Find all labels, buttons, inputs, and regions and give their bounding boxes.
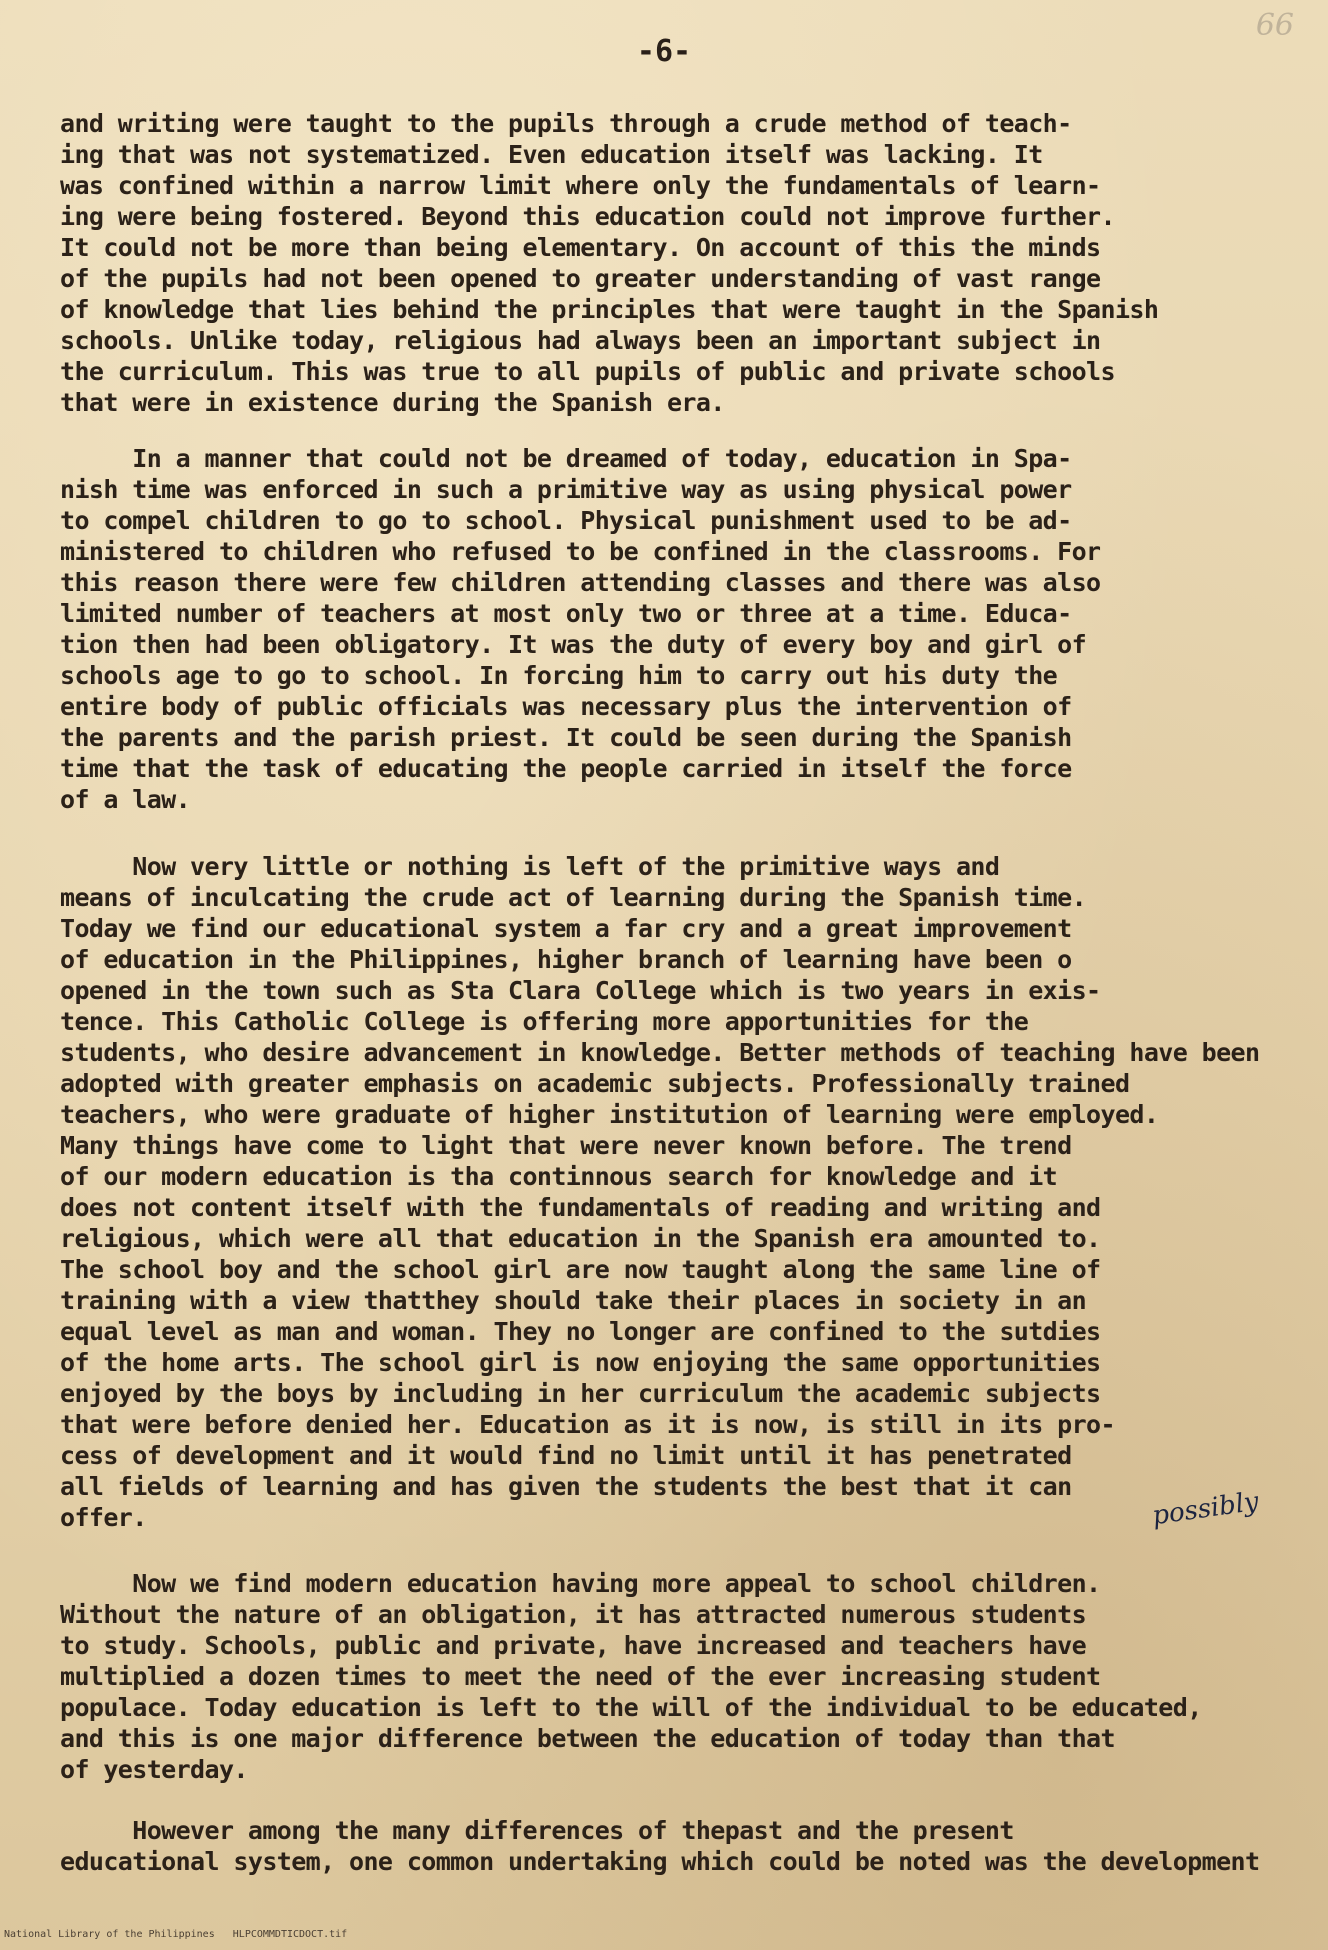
text-line: that were before denied her. Education as it is now, is still in its pro-: [60, 1410, 1115, 1439]
text-line: multiplied a dozen times to meet the need of the ever increasing student: [60, 1662, 1101, 1691]
text-line: Without the nature of an obligation, it has attracted numerous students: [60, 1600, 1087, 1629]
text-line: Now we find modern education having more appeal to school children.: [60, 1569, 1101, 1598]
text-line: ing that was not systematized. Even education itself was lacking. It: [60, 140, 1043, 169]
text-line: of knowledge that lies behind the principles that were taught in the Spanish: [60, 295, 1159, 324]
text-line: nish time was enforced in such a primitive way as using physical power: [60, 475, 1072, 504]
text-line: cess of development and it would find no limit until it has penetrated: [60, 1441, 1072, 1470]
text-line: the curriculum. This was true to all pupils of public and private schools: [60, 357, 1115, 386]
text-line: ing were being fostered. Beyond this education could not improve further.: [60, 202, 1115, 231]
paragraph: [60, 108, 1260, 418]
text-line: entire body of public officials was necessary plus the intervention of: [60, 692, 1072, 721]
text-line: Now very little or nothing is left of the primitive ways and: [60, 852, 1000, 881]
archive-footer: National Library of the Philippines HLPCOMMDTICDOCT.tif: [4, 1929, 348, 1940]
text-line: offer.: [60, 1503, 147, 1532]
text-line: of a law.: [60, 785, 191, 814]
archive-mark: 66: [1255, 8, 1294, 43]
text-line: Today we find our educational system a far cry and a great improvement: [60, 914, 1072, 943]
text-line: In a manner that could not be dreamed of today, education in Spa-: [60, 444, 1072, 473]
text-line: all fields of learning and has given the students the best that it can: [60, 1472, 1072, 1501]
text-line: training with a view thatthey should take their places in society in an: [60, 1286, 1087, 1315]
paragraph: [60, 1568, 1260, 1785]
text-line: tence. This Catholic College is offering more apportunities for the: [60, 1007, 1029, 1036]
text-line: opened in the town such as Sta Clara College which is two years in exis-: [60, 976, 1101, 1005]
text-line: educational system, one common undertaking which could be noted was the development: [60, 1847, 1260, 1876]
text-line: means of inculcating the crude act of learning during the Spanish time.: [60, 883, 1087, 912]
text-line: and writing were taught to the pupils through a crude method of teach-: [60, 109, 1072, 138]
text-line: enjoyed by the boys by including in her curriculum the academic subjects: [60, 1379, 1101, 1408]
text-line: religious, which were all that education in the Spanish era amounted to.: [60, 1224, 1101, 1253]
page-number: -6-: [636, 34, 692, 69]
text-line: to study. Schools, public and private, have increased and teachers have: [60, 1631, 1087, 1660]
text-line: does not content itself with the fundamentals of reading and writing and: [60, 1193, 1101, 1222]
paragraph: [60, 851, 1260, 1533]
text-line: of education in the Philippines, higher branch of learning have been o: [60, 945, 1072, 974]
text-line: to compel children to go to school. Physical punishment used to be ad-: [60, 506, 1072, 535]
text-line: of yesterday.: [60, 1755, 248, 1784]
text-line: However among the many differences of thepast and the present: [60, 1816, 1014, 1845]
text-line: schools. Unlike today, religious had always been an important subject in: [60, 326, 1101, 355]
text-line: adopted with greater emphasis on academic subjects. Professionally trained: [60, 1069, 1130, 1098]
text-line: The school boy and the school girl are now taught along the same line of: [60, 1255, 1101, 1284]
text-line: tion then had been obligatory. It was the duty of every boy and girl of: [60, 630, 1087, 659]
text-line: limited number of teachers at most only two or three at a time. Educa-: [60, 599, 1072, 628]
text-line: populace. Today education is left to the will of the individual to be educated,: [60, 1693, 1202, 1722]
text-line: was confined within a narrow limit where only the fundamentals of learn-: [60, 171, 1101, 200]
paragraph: [60, 1815, 1260, 1877]
text-line: time that the task of educating the people carried in itself the force: [60, 754, 1072, 783]
text-line: that were in existence during the Spanish era.: [60, 388, 725, 417]
text-line: and this is one major difference between the education of today than that: [60, 1724, 1115, 1753]
text-line: the parents and the parish priest. It could be seen during the Spanish: [60, 723, 1072, 752]
text-line: of the pupils had not been opened to greater understanding of vast range: [60, 264, 1101, 293]
paragraph: [60, 443, 1260, 815]
text-line: It could not be more than being elementary. On account of this the minds: [60, 233, 1101, 262]
text-line: equal level as man and woman. They no longer are confined to the sutdies: [60, 1317, 1101, 1346]
text-line: of the home arts. The school girl is now enjoying the same opportunities: [60, 1348, 1101, 1377]
text-line: Many things have come to light that were never known before. The trend: [60, 1131, 1072, 1160]
text-line: this reason there were few children attending classes and there was also: [60, 568, 1101, 597]
text-line: schools age to go to school. In forcing him to carry out his duty the: [60, 661, 1058, 690]
text-line: teachers, who were graduate of higher institution of learning were employed.: [60, 1100, 1159, 1129]
text-line: students, who desire advancement in knowledge. Better methods of teaching have been: [60, 1038, 1260, 1067]
text-line: ministered to children who refused to be confined in the classrooms. For: [60, 537, 1101, 566]
handwritten-note: possibly: [1150, 1486, 1261, 1532]
text-line: of our modern education is tha continnous search for knowledge and it: [60, 1162, 1058, 1191]
